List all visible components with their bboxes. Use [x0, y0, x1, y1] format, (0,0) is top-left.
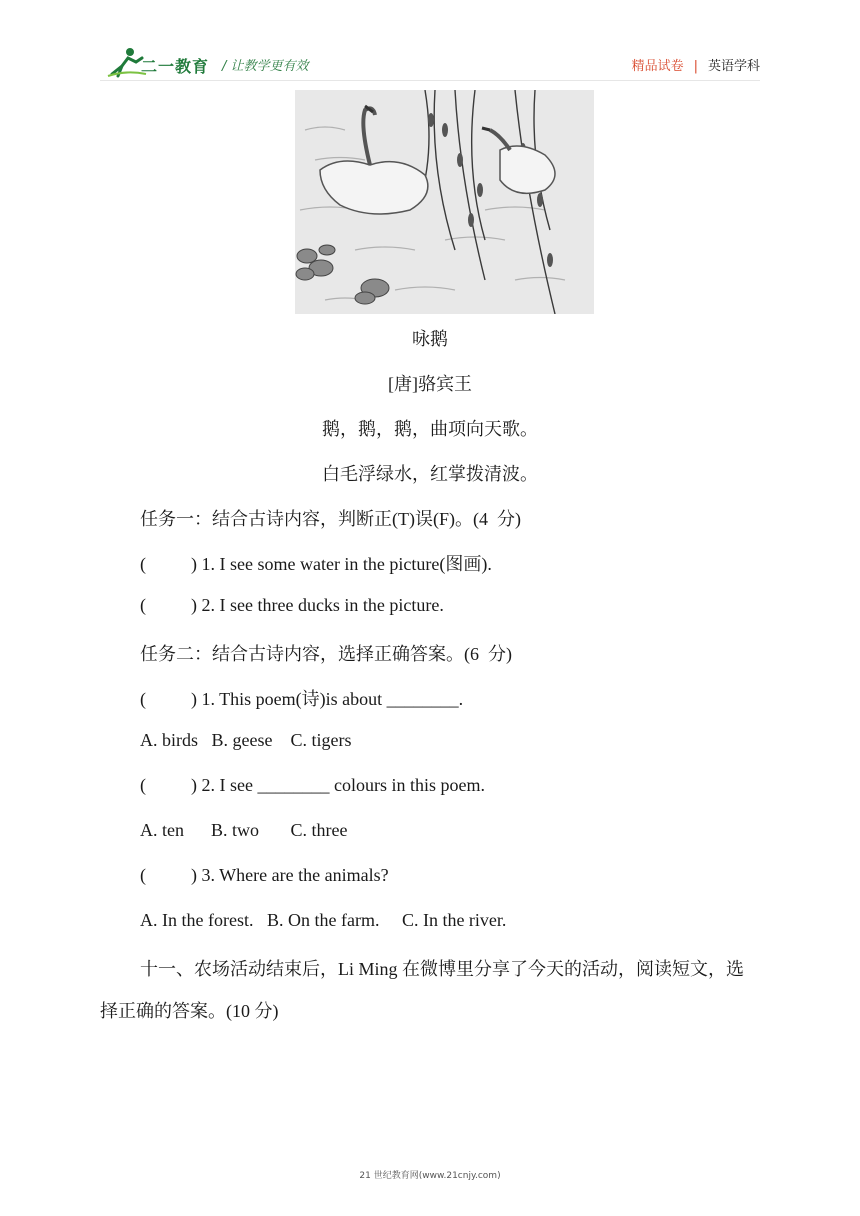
logo-text: 二一教育	[141, 57, 210, 76]
page-header	[0, 0, 860, 90]
header-divider	[100, 80, 760, 81]
poem-author: [唐]骆宾王	[388, 374, 472, 394]
poem-line-1: 鹅，鹅，鹅，曲项向天歌。	[322, 419, 538, 439]
task2-question-1: ( ) 1. This poem(诗)is about ________.	[140, 689, 464, 709]
page-footer: 21 世纪教育网(www.21cnjy.com)	[359, 1171, 501, 1181]
header-label-quality: 精品试卷	[631, 59, 684, 74]
task2-question-1-options: A. birds B. geese C. tigers	[140, 730, 352, 750]
section-11-instructions: 十一、农场活动结束后，Li Ming 在微博里分享了今天的活动，阅读短文，选择正确的答案。(10 分)	[100, 959, 744, 1021]
task2-question-2-options: A. ten B. two C. three	[140, 820, 348, 840]
header-label-subject: 英语学科	[707, 59, 760, 74]
swan-illustration	[295, 90, 594, 314]
header-separator: |	[693, 59, 698, 74]
header-right	[632, 55, 760, 74]
task2-question-3-options: A. In the forest. B. On the farm. C. In the river.	[140, 910, 507, 930]
task1-question-2: ( ) 2. I see three ducks in the picture.	[140, 595, 444, 615]
poem-title: 咏鹅	[412, 329, 448, 349]
task2-question-2: ( ) 2. I see ________ colours in this poem.	[140, 775, 485, 795]
poem-line-2: 白毛浮绿水，红掌拨清波。	[322, 464, 538, 484]
slogan: / 让教学更有效	[222, 59, 309, 74]
task2-heading: 任务二：结合古诗内容，选择正确答案。(6 分)	[140, 644, 512, 664]
task2-question-3: ( ) 3. Where are the animals?	[140, 865, 389, 885]
task1-heading: 任务一：结合古诗内容，判断正(T)误(F)。(4 分)	[140, 509, 521, 529]
task1-question-1: ( ) 1. I see some water in the picture(图画).	[140, 554, 492, 574]
